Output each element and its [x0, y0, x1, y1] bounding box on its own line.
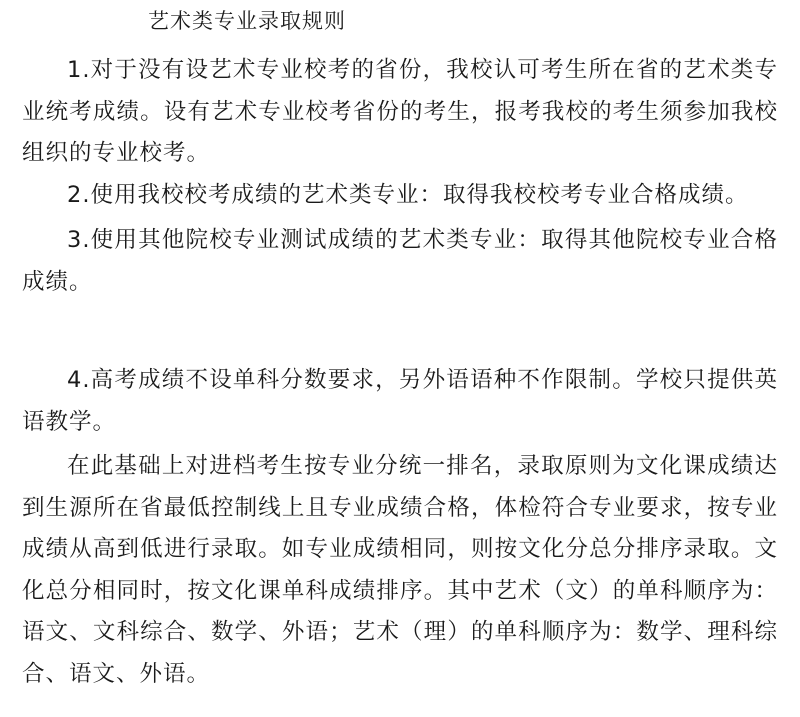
- paragraph-rule-1: 1.对于没有设艺术专业校考的省份，我校认可考生所在省的艺术类专业统考成绩。设有艺术专业校考省份的考生，报考我校的考生须参加我校组织的专业校考。: [22, 57, 778, 166]
- document-title: 艺术类专业录取规则: [148, 9, 346, 33]
- paragraph-rule-4: 4.高考成绩不设单科分数要求，另外语语种不作限制。学校只提供英语教学。: [22, 367, 778, 435]
- paragraph-admission-principle: 在此基础上对进档考生按专业分统一排名，录取原则为文化课成绩达到生源所在省最低控制线上且专业成绩合格，体检符合专业要求，按专业成绩从高到低进行录取。如专业成绩相同，则按文化分总分排序录取。文化总分相同时，按文化课单科成绩排序。其中艺术（文）的单科顺序为：语文、文科综合、数学、外语；艺术（理）的单科顺序为：数学、理科综合、语文、外语。: [22, 453, 778, 687]
- paragraph-rule-3: 3.使用其他院校专业测试成绩的艺术类专业：取得其他院校专业合格成绩。: [22, 227, 778, 295]
- paragraph-rule-2: 2.使用我校校考成绩的艺术类专业：取得我校校考专业合格成绩。: [67, 182, 749, 208]
